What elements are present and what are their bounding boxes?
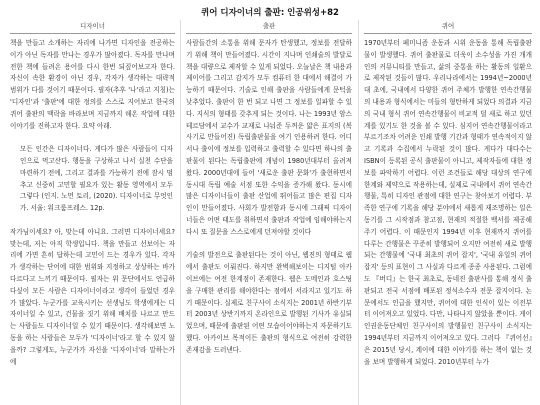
column-heading-publishing: 출판 [186, 21, 352, 34]
column-heading-queer: 퀴어 [364, 21, 532, 34]
paragraph: 1970년부터 페미니즘 운동과 시위 운동을 통해 독립출판물이 발생했다. 퀴어 출판물로 더욱이 소수성을 가진 개개인의 커뮤니티를 만들고, 삶의 중통을 하는 활동의 일환으로 제작된 것들이 많다. 우리나라에서는 1994년~2000년대 초에, 국내에서 다양한 퀴어 주체가 발행한 연속간행물의 내용과 형식에서는 미들의 형탄하게 되었다 의결과 지금의 국내 형식 퀴어 연속간행물이 비교적 덜 새로 하고 있던 계를 있기도 한 것을 볼 수 있다. 심지어 연속간행물이라고 부르기조차 어려운 인쇄 발행 기간과 형태가 연속적이지 않고 기록과 수집에서 누락된 것이 많다. 게다가 대다수는 ISBN이 등록된 공식 출판물이 아니고, 제작자들에 대한 정보를 파악하기 어렵다. 이런 조건들로 해당 대상의 연구에 한계와 제약으로 작용하는데, 실제로 국내에서 퀴어 연속간행물, 특히 디자인 관점에 대한 연구는 찾아보기 어렵다. 부족한 연구에 기록을 해당 분야에서 새롭게 재조명하는 일은 동기를 그 시작점과 참고점, 현재의 적절한 백서를 제공해 주기 어렵다. 이 때문인지 1994년 이후 현재까지 퀴어를 다루는 간행물은 꾸준히 발행되어 오지만 여전히 새로 발행되는 간행물에 '국내 최초의 퀴어 잡지', '국내 유일의 퀴어 잡지' 등의 표현이 그 사실과 다르게 종종 사용된다. 그럼에도 『버디』는 한국 최초로, 동네진 출판사를 통해 정식 출판되고 전국 서점에 배포된 정석소수자 전문 잡지이다. 논문에서도 인급을 했지만, 퀴어에 대한 인식이 있는 이전부터 이어져오고 있었다. 다만, 나타나지 않았을 뿐이다. 게이 인권운동단체인 친구사이의 발행물인 친구사이 소식지는 1994년부터 지금까지 이어져오고 있다. 그러다 『퀴어선』은 2015년 당시, 계이에 대한 이야기를 하는 책이 없는 것을 보며 발행하게 되었다. 2010년부터 누가 [364, 39, 532, 366]
column-body [364, 38, 532, 368]
column-body [10, 38, 175, 368]
column-divider [180, 20, 181, 405]
paragraph: 책을 만들고 소개하는 자리에 나가면 디자인을 전공하는 이가 아닌 독자를 만나는 경우가 많아졌다. 독자를 만나며 전한 책에 들려온 용어를 다시 한번 되짚어보고자 한다. 자신이 속한 환경이 아닌 경우, 각자가 생각하는 대략적 범위가 다를 것이기 때문이다. 필자(추후 '나'라고 지칭)는 '디자인'과 '출판'에 대한 정의를 스스로 지어보고 한국의 퀴어 출판의 맥락을 바라보며 지금까지 해온 작업에 대한 이야기를 진하고자 한다. 요약 아래. [10, 39, 175, 130]
column-designer [10, 21, 175, 401]
column-divider [358, 20, 359, 405]
paragraph: 기술의 발전으로 출판된다는 것이 아닌, 웹진의 형태로 웹에서 출판도 이뤄진다. 하지만 완벽해보이는 디지털 아카이브에는 여전 한계점이 존재한다. 웹은 도메인과 호스팅을 구매한 관리를 해야한다는 점에서 서라지고 있기도 하기 때문이다. 실제로 친구사이 소식지는 2001년 하반기부터 2003년 상반기까지 온라인으로 발행된 기사가 유실되었으며, 때문에 출판된 어떤 모습이어야하는지 자문하기도 했다. 아카이브 목적이든 출판의 형식으로 여전히 강력한 존재감을 드러낸다. [186, 251, 352, 354]
block-quote: 모든 인간은 디자이너다. 게다가 많은 사람들이 디자인으로 먹고산다. 행동을 구상하고 나서 실천 수단을 마련하기 전에, 그리고 결과를 가능하기 전에 잠시 멈추고 신중히 고민할 필요가 있는 활동 영역에서 모두 그렇다 (인지. 노먼 토리, (2020). 디자이너로 무엇인가. 서울: 워크룸프레스. 12p. [20, 145, 173, 213]
column-heading-designer: 디자이너 [10, 21, 175, 34]
page-title: 퀴어 디자이너의 출판: 인공위성+82 [201, 8, 339, 18]
paragraph: 작가님이세요? 아, 맞는데 아니요. 그러면 디자이너세요? 맞는데, 저는 아직 학생입니다. 책을 만들고 선보이는 자리에 가면 흔히 답하는데 고민이 드는 경우가 있다. 각자가 생각하는 단어에 대한 범위와 지정하고 상상하는 바가 다르다고 느끼기 때문이다. 필자는 위 문단에서도 언급하다싶이 모든 사람은 디자이너이라고 생각이 들었던 경우가 많았다. 누군가를 교육시키는 선생님도 학생에게는 디자이너일 수 있고, 건물을 짓기 위해 배치를 나르고 만드는 사람들도 디자이너일 수 있기 때문이다. 생각해보면 노동을 하는 사람들은 모두가 '디자이너'라고 할 수 있지 않을까? 그렇게도, 누군가가 자신을 '디자이너'라 말하는가에 [10, 227, 175, 366]
column-queer [364, 21, 532, 401]
paragraph: 사람들간의 소통을 위해 문자가 탄생했고, 정보를 전달하기 위해 책이 만들어졌다. 시간이 지나며 인쇄술의 발달로 책을 대량으로 제작할 수 있게 되었다. 오늘날은 책 내용과 제이어를 그리고 감지가 모두 컴퓨터 한 대에서 해결이 가능하기 때문이다. 기술로 인해 출판을 사람들에게 문턱을 낮추었다. 출판이 한 번 되고 나면 그 정보를 일파할 수 있다. 지식의 형태를 갖추게 되는 것이다. 나는 1993년 암스테르담에서 교수가 교재로 나눠준 두꺼운 얇은 표지의 (복사기로 만들어진) 독립출판물을 여기 인용하려 한다. 어디서나 출이에 정보를 입력하고 출력할 수 있다면 하나의 출판물이 된다는 독립출판에 개념이 1980년대부터 올려져왔다. 2000년대에 들어 '새로운 출판 문화'가 출현하면서 동시대 독립 예술 서점 또한 수익을 증가해 왔다. 동시에 많은 디자이너들이 출판 산업에 뛰어들고 많은 편집 디자인이 만들어졌다. 사회가 발전함과 동시에 그래픽 디자이너들은 어떤 태도를 취하면서 출판과 작업에 임해야하는지 다시 또 질문을 스스로에게 던져야할 것이다 [186, 39, 352, 236]
column-body [186, 38, 352, 357]
column-publishing [186, 21, 352, 401]
